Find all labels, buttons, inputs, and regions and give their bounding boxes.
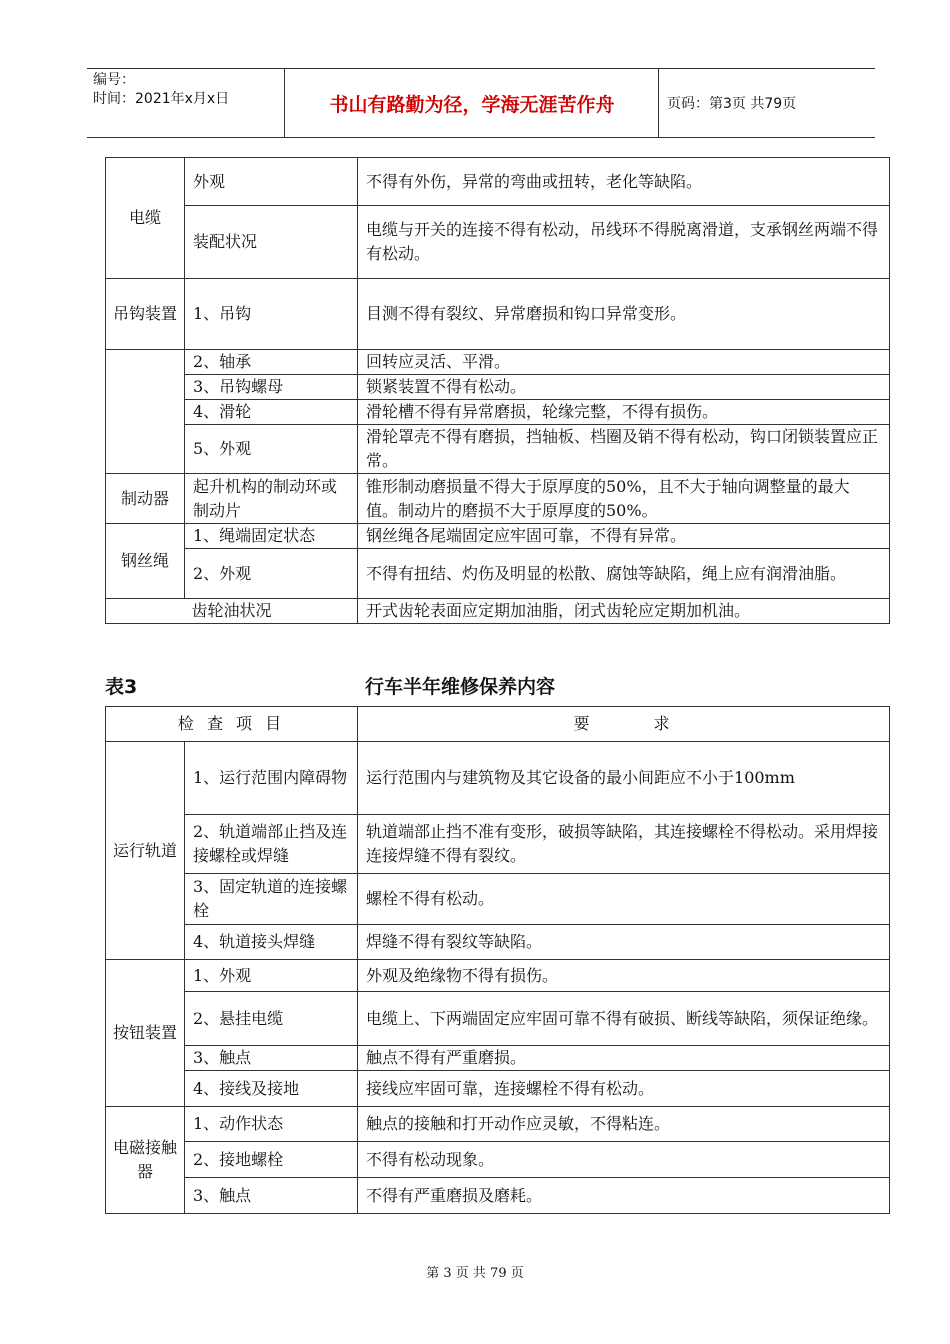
- item-cell: 2、接地螺栓: [185, 1142, 358, 1178]
- item-cell: 2、轨道端部止挡及连接螺栓或焊缝: [185, 815, 358, 874]
- item-cell: 1、外观: [185, 960, 358, 992]
- item-cell: 4、滑轮: [185, 400, 358, 425]
- item-cell: 3、触点: [185, 1046, 358, 1071]
- requirement-cell: 滑轮罩壳不得有磨损，挡轴板、档圈及销不得有松动，钩口闭锁装置应正常。: [358, 425, 890, 474]
- item-cell: 3、触点: [185, 1178, 358, 1214]
- item-cell: 1、绳端固定状态: [185, 524, 358, 549]
- header-meta: [87, 69, 285, 137]
- requirement-cell: 锥形制动磨损量不得大于原厚度的50%，且不大于轴向调整量的最大值。制动片的磨损不大于原厚度的50%。: [358, 474, 890, 524]
- requirement-cell: 钢丝绳各尾端固定应牢固可靠，不得有异常。: [358, 524, 890, 549]
- page-footer: 第 3 页 共 79 页: [426, 1266, 524, 1281]
- requirement-cell: 外观及绝缘物不得有损伤。: [358, 960, 890, 992]
- header-page-number: 页码：第3页 共79页: [667, 96, 797, 112]
- requirement-cell: 回转应灵活、平滑。: [358, 350, 890, 375]
- requirement-cell: 触点不得有严重磨损。: [358, 1046, 890, 1071]
- item-cell: 2、悬挂电缆: [185, 992, 358, 1046]
- item-cell: 5、外观: [185, 425, 358, 474]
- item-cell: 外观: [185, 158, 358, 206]
- requirement-cell: 不得有扭结、灼伤及明显的松散、腐蚀等缺陷，绳上应有润滑油脂。: [358, 549, 890, 599]
- category-brake: 制动器: [106, 474, 185, 524]
- item-cell: 3、固定轨道的连接螺栓: [185, 874, 358, 925]
- requirement-cell: 锁紧装置不得有松动。: [358, 375, 890, 400]
- requirement-cell: 接线应牢固可靠，连接螺栓不得有松动。: [358, 1071, 890, 1107]
- category-hook: 吊钩装置: [106, 279, 185, 350]
- requirement-cell: 运行范围内与建筑物及其它设备的最小间距应不小于100mm: [358, 742, 890, 815]
- item-gear-oil: 齿轮油状况: [106, 599, 358, 624]
- item-cell: 4、轨道接头焊缝: [185, 925, 358, 960]
- category-hook-continued: [106, 350, 185, 474]
- requirement-cell: 目测不得有裂纹、异常磨损和钩口异常变形。: [358, 279, 890, 350]
- column-header-requirement: 要 求: [358, 707, 890, 742]
- category-rope: 钢丝绳: [106, 524, 185, 599]
- category-cable: 电缆: [106, 158, 185, 279]
- item-cell: 装配状况: [185, 206, 358, 279]
- time-label: 时间：2021年x月x日: [93, 91, 230, 107]
- requirement-cell: 滑轮槽不得有异常磨损，轮缘完整，不得有损伤。: [358, 400, 890, 425]
- number-label: 编号：: [93, 72, 135, 88]
- category-button: 按钮装置: [106, 960, 185, 1107]
- item-cell: 起升机构的制动环或制动片: [185, 474, 358, 524]
- item-cell: 2、轴承: [185, 350, 358, 375]
- page-header: [87, 68, 875, 138]
- requirement-cell: 触点的接触和打开动作应灵敏，不得粘连。: [358, 1107, 890, 1142]
- requirement-cell: 螺栓不得有松动。: [358, 874, 890, 925]
- item-cell: 2、外观: [185, 549, 358, 599]
- requirement-cell: 不得有外伤，异常的弯曲或扭转，老化等缺陷。: [358, 158, 890, 206]
- requirement-cell: 轨道端部止挡不准有变形，破损等缺陷，其连接螺栓不得松动。采用焊接连接焊缝不得有裂纹。: [358, 815, 890, 874]
- requirement-cell: 不得有松动现象。: [358, 1142, 890, 1178]
- category-track: 运行轨道: [106, 742, 185, 960]
- maintenance-table-continued: [105, 157, 890, 624]
- table-number: 表3: [105, 676, 138, 698]
- item-cell: 4、接线及接地: [185, 1071, 358, 1107]
- column-header-item: 检 查 项 目: [106, 707, 358, 742]
- header-motto: 书山有路勤为径，学海无涯苦作舟: [286, 69, 659, 137]
- requirement-cell: 焊缝不得有裂纹等缺陷。: [358, 925, 890, 960]
- item-cell: 1、运行范围内障碍物: [185, 742, 358, 815]
- requirement-cell: 电缆上、下两端固定应牢固可靠不得有破损、断线等缺陷，须保证绝缘。: [358, 992, 890, 1046]
- item-cell: 3、吊钩螺母: [185, 375, 358, 400]
- category-contactor: 电磁接触器: [106, 1107, 185, 1214]
- requirement-cell: 电缆与开关的连接不得有松动，吊线环不得脱离滑道，支承钢丝两端不得有松动。: [358, 206, 890, 279]
- item-cell: 1、动作状态: [185, 1107, 358, 1142]
- requirement-cell: 不得有严重磨损及磨耗。: [358, 1178, 890, 1214]
- half-year-maintenance-table: [105, 706, 890, 1214]
- table-title: 行车半年维修保养内容: [365, 676, 556, 698]
- item-cell: 1、吊钩: [185, 279, 358, 350]
- requirement-cell: 开式齿轮表面应定期加油脂，闭式齿轮应定期加机油。: [358, 599, 890, 624]
